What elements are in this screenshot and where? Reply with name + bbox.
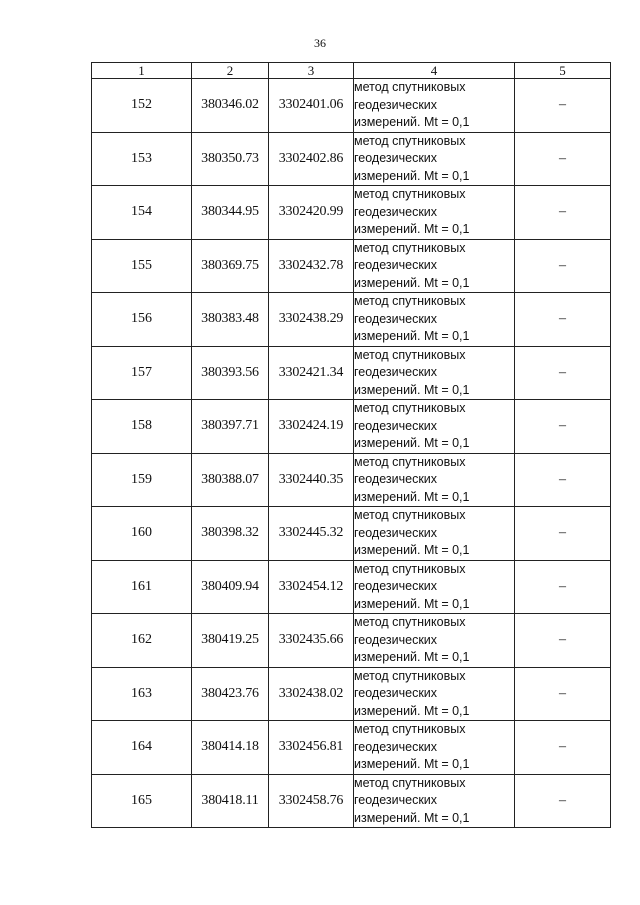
y-coordinate-cell: 3302432.78 <box>269 239 354 293</box>
point-number-cell: 165 <box>92 774 192 828</box>
method-cell <box>354 400 515 454</box>
method-text-line: геодезических <box>354 632 438 647</box>
note-cell: – <box>515 560 611 614</box>
method-cell <box>354 239 515 293</box>
y-coordinate-cell: 3302424.19 <box>269 400 354 454</box>
method-text-line: измерений. Mt = 0,1 <box>354 703 470 718</box>
method-text-line: измерений. Mt = 0,1 <box>354 543 470 557</box>
x-coordinate-cell: 380397.71 <box>192 400 269 454</box>
method-text-line: измерений. Mt = 0,1 <box>354 436 470 450</box>
method-text-line: метод спутниковых <box>354 240 466 255</box>
table-row <box>92 614 611 668</box>
point-number-cell: 153 <box>92 132 192 186</box>
column-header-1: 1 <box>92 63 192 79</box>
table-row <box>92 346 611 400</box>
method-text-line: измерений. Mt = 0,1 <box>354 329 470 343</box>
method-cell <box>354 453 515 507</box>
method-text-line: геодезических <box>354 525 438 540</box>
method-text-line: геодезических <box>354 311 438 326</box>
method-text-line: измерений. Mt = 0,1 <box>354 222 470 236</box>
method-cell <box>354 132 515 186</box>
method-cell <box>354 346 515 400</box>
point-number-cell: 162 <box>92 614 192 668</box>
x-coordinate-cell: 380414.18 <box>192 721 269 775</box>
table-row <box>92 79 611 133</box>
point-number-cell: 152 <box>92 79 192 133</box>
method-text-line: метод спутниковых <box>354 615 466 629</box>
method-text-line: метод спутниковых <box>354 80 466 94</box>
note-cell: – <box>515 132 611 186</box>
method-text-line: метод спутниковых <box>354 561 466 576</box>
note-cell: – <box>515 293 611 347</box>
note-cell: – <box>515 79 611 133</box>
method-text-line: геодезических <box>354 258 438 272</box>
method-cell <box>354 774 515 828</box>
y-coordinate-cell: 3302420.99 <box>269 186 354 240</box>
note-cell: – <box>515 453 611 507</box>
method-text-line: метод спутниковых <box>354 347 466 362</box>
table-row <box>92 186 611 240</box>
y-coordinate-cell: 3302402.86 <box>269 132 354 186</box>
y-coordinate-cell: 3302456.81 <box>269 721 354 775</box>
x-coordinate-cell: 380423.76 <box>192 667 269 721</box>
x-coordinate-cell: 380388.07 <box>192 453 269 507</box>
method-text-line: геодезических <box>354 365 438 379</box>
note-cell: – <box>515 239 611 293</box>
table-row <box>92 400 611 454</box>
method-text-line: метод спутниковых <box>354 133 466 148</box>
method-text-line: измерений. Mt = 0,1 <box>354 115 470 129</box>
point-number-cell: 161 <box>92 560 192 614</box>
column-header-5: 5 <box>515 63 611 79</box>
x-coordinate-cell: 380418.11 <box>192 774 269 828</box>
y-coordinate-cell: 3302421.34 <box>269 346 354 400</box>
y-coordinate-cell: 3302440.35 <box>269 453 354 507</box>
point-number-cell: 164 <box>92 721 192 775</box>
column-header-2: 2 <box>192 63 269 79</box>
table-row <box>92 132 611 186</box>
table-row <box>92 453 611 507</box>
method-text-line: геодезических <box>354 686 438 700</box>
method-text-line: измерений. Mt = 0,1 <box>354 168 470 183</box>
y-coordinate-cell: 3302458.76 <box>269 774 354 828</box>
method-cell <box>354 560 515 614</box>
method-text-line: метод спутниковых <box>354 668 466 683</box>
table-row <box>92 293 611 347</box>
method-cell <box>354 614 515 668</box>
table-body <box>92 79 611 828</box>
table-header-row <box>92 63 611 79</box>
method-text-line: измерений. Mt = 0,1 <box>354 275 470 290</box>
y-coordinate-cell: 3302438.29 <box>269 293 354 347</box>
point-number-cell: 156 <box>92 293 192 347</box>
method-text-line: геодезических <box>354 418 438 433</box>
x-coordinate-cell: 380398.32 <box>192 507 269 561</box>
method-text-line: геодезических <box>354 793 438 807</box>
method-text-line: измерений. Mt = 0,1 <box>354 596 470 611</box>
method-cell <box>354 186 515 240</box>
point-number-cell: 154 <box>92 186 192 240</box>
method-text-line: метод спутниковых <box>354 401 466 415</box>
method-text-line: измерений. Mt = 0,1 <box>354 382 470 397</box>
method-text-line: измерений. Mt = 0,1 <box>354 489 470 504</box>
note-cell: – <box>515 721 611 775</box>
y-coordinate-cell: 3302454.12 <box>269 560 354 614</box>
method-text-line: геодезических <box>354 204 438 219</box>
point-number-cell: 160 <box>92 507 192 561</box>
note-cell: – <box>515 614 611 668</box>
note-cell: – <box>515 186 611 240</box>
method-text-line: геодезических <box>354 579 438 593</box>
y-coordinate-cell: 3302445.32 <box>269 507 354 561</box>
table-row <box>92 560 611 614</box>
point-number-cell: 159 <box>92 453 192 507</box>
x-coordinate-cell: 380393.56 <box>192 346 269 400</box>
x-coordinate-cell: 380344.95 <box>192 186 269 240</box>
x-coordinate-cell: 380369.75 <box>192 239 269 293</box>
point-number-cell: 163 <box>92 667 192 721</box>
method-text-line: геодезических <box>354 151 438 165</box>
x-coordinate-cell: 380350.73 <box>192 132 269 186</box>
x-coordinate-cell: 380409.94 <box>192 560 269 614</box>
method-text-line: метод спутниковых <box>354 775 466 790</box>
method-text-line: метод спутниковых <box>354 508 466 522</box>
x-coordinate-cell: 380346.02 <box>192 79 269 133</box>
table-row <box>92 721 611 775</box>
y-coordinate-cell: 3302401.06 <box>269 79 354 133</box>
point-number-cell: 157 <box>92 346 192 400</box>
table-row <box>92 667 611 721</box>
method-text-line: измерений. Mt = 0,1 <box>354 757 470 771</box>
method-text-line: измерений. Mt = 0,1 <box>354 650 470 664</box>
point-number-cell: 158 <box>92 400 192 454</box>
method-cell <box>354 79 515 133</box>
method-text-line: геодезических <box>354 739 438 754</box>
note-cell: – <box>515 507 611 561</box>
page-number: 36 <box>314 36 326 50</box>
method-text-line: измерений. Mt = 0,1 <box>354 810 470 825</box>
method-cell <box>354 667 515 721</box>
note-cell: – <box>515 774 611 828</box>
method-cell <box>354 293 515 347</box>
method-text-line: метод спутниковых <box>354 187 466 201</box>
method-cell <box>354 721 515 775</box>
y-coordinate-cell: 3302438.02 <box>269 667 354 721</box>
x-coordinate-cell: 380419.25 <box>192 614 269 668</box>
note-cell: – <box>515 346 611 400</box>
table-row <box>92 507 611 561</box>
note-cell: – <box>515 667 611 721</box>
column-header-3: 3 <box>269 63 354 79</box>
coordinates-table <box>91 62 611 828</box>
method-cell <box>354 507 515 561</box>
table-row <box>92 774 611 828</box>
method-text-line: геодезических <box>354 97 438 112</box>
x-coordinate-cell: 380383.48 <box>192 293 269 347</box>
table-row <box>92 239 611 293</box>
column-header-4: 4 <box>354 63 515 79</box>
note-cell: – <box>515 400 611 454</box>
method-text-line: метод спутниковых <box>354 294 466 308</box>
point-number-cell: 155 <box>92 239 192 293</box>
method-text-line: метод спутниковых <box>354 454 466 469</box>
y-coordinate-cell: 3302435.66 <box>269 614 354 668</box>
method-text-line: геодезических <box>354 472 438 486</box>
method-text-line: метод спутниковых <box>354 722 466 736</box>
